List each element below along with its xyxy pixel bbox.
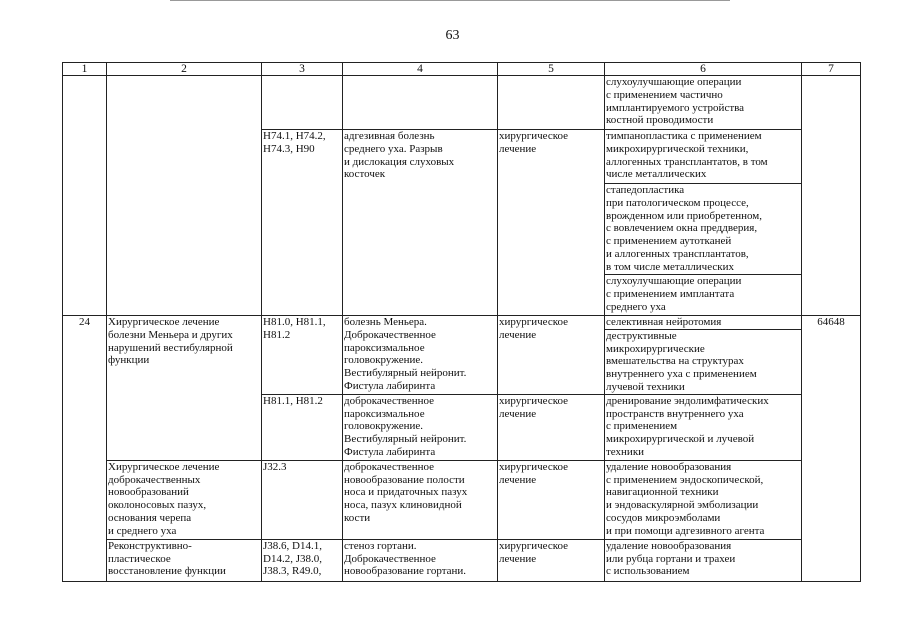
- treatment-cell: хирургическое лечение: [498, 394, 605, 460]
- method-cell: тимпанопластика с применением микрохирургической техники, аллогенных трансплантатов, в том числе металлических: [605, 130, 802, 184]
- table-row: [63, 460, 861, 539]
- treatment-cell: хирургическое лечение: [498, 316, 605, 395]
- disease-cell: стеноз гортани. Доброкачественное новообразование гортани.: [343, 539, 498, 581]
- codes-cell: J32.3: [262, 460, 343, 539]
- method-cell: дренирование эндолимфатических пространств внутреннего уха с применением микрохирургической и лучевой техники: [605, 394, 802, 460]
- profile-cell: Реконструктивно- пластическое восстановление функции: [107, 539, 262, 581]
- treatment-cell: [498, 76, 605, 130]
- disease-cell: доброкачественное пароксизмальное головокружение. Вестибулярный нейронит. Фистула лабиринта: [343, 394, 498, 460]
- column-header: 5: [498, 63, 605, 76]
- medical-care-table: [62, 62, 861, 582]
- profile-cell: Хирургическое лечение болезни Меньера и других нарушений вестибулярной функции: [107, 316, 262, 461]
- number-cell: [63, 76, 107, 316]
- disease-cell: [343, 76, 498, 130]
- method-cell: удаление новообразования с применением эндоскопической, навигационной техники и эндоваскулярной эмболизации сосудов микроэмболами и при помощи адгезивного агента: [605, 460, 802, 539]
- treatment-cell: хирургическое лечение: [498, 130, 605, 316]
- header-row: [63, 63, 861, 76]
- page-number: 63: [445, 28, 460, 43]
- price-cell: 64648: [802, 316, 861, 582]
- treatment-cell: хирургическое лечение: [498, 539, 605, 581]
- column-header: 1: [63, 63, 107, 76]
- column-header: 7: [802, 63, 861, 76]
- codes-cell: H74.1, H74.2, H74.3, H90: [262, 130, 343, 316]
- profile-cell: [107, 76, 262, 316]
- column-header: 6: [605, 63, 802, 76]
- top-rule: [170, 0, 730, 1]
- price-cell: [802, 76, 861, 316]
- codes-cell: J38.6, D14.1, D14.2, J38.0, J38.3, R49.0,: [262, 539, 343, 581]
- codes-cell: [262, 76, 343, 130]
- disease-cell: адгезивная болезнь среднего уха. Разрыв и дислокация слуховых косточек: [343, 130, 498, 316]
- method-cell: стапедопластика при патологическом процессе, врожденном или приобретенном, с вовлечением окна преддверия, с применением аутотканей и аллогенных трансплантатов, в том числе металлических: [605, 184, 802, 275]
- method-cell: деструктивные микрохирургические вмешательства на структурах внутреннего уха с применением лучевой техники: [605, 329, 802, 394]
- table-row: [63, 76, 861, 130]
- table-row: [63, 316, 861, 330]
- disease-cell: доброкачественное новообразование полости носа и придаточных пазух носа, пазух клиновидной кости: [343, 460, 498, 539]
- method-cell: слухоулучшающие операции с применением частично имплантируемого устройства костной проводимости: [605, 76, 802, 130]
- method-cell: слухоулучшающие операции с применением имплантата среднего уха: [605, 275, 802, 316]
- method-cell: удаление новообразования или рубца гортани и трахеи с использованием: [605, 539, 802, 581]
- column-header: 3: [262, 63, 343, 76]
- method-cell: селективная нейротомия: [605, 316, 802, 330]
- codes-cell: H81.0, H81.1, H81.2: [262, 316, 343, 395]
- table-row: [63, 539, 861, 581]
- treatment-cell: хирургическое лечение: [498, 460, 605, 539]
- column-header: 4: [343, 63, 498, 76]
- group-number: 24: [63, 316, 107, 582]
- profile-cell: Хирургическое лечение доброкачественных новообразований околоносовых пазух, основания черепа и среднего уха: [107, 460, 262, 539]
- column-header: 2: [107, 63, 262, 76]
- disease-cell: болезнь Меньера. Доброкачественное пароксизмальное головокружение. Вестибулярный нейронит. Фистула лабиринта: [343, 316, 498, 395]
- codes-cell: H81.1, H81.2: [262, 394, 343, 460]
